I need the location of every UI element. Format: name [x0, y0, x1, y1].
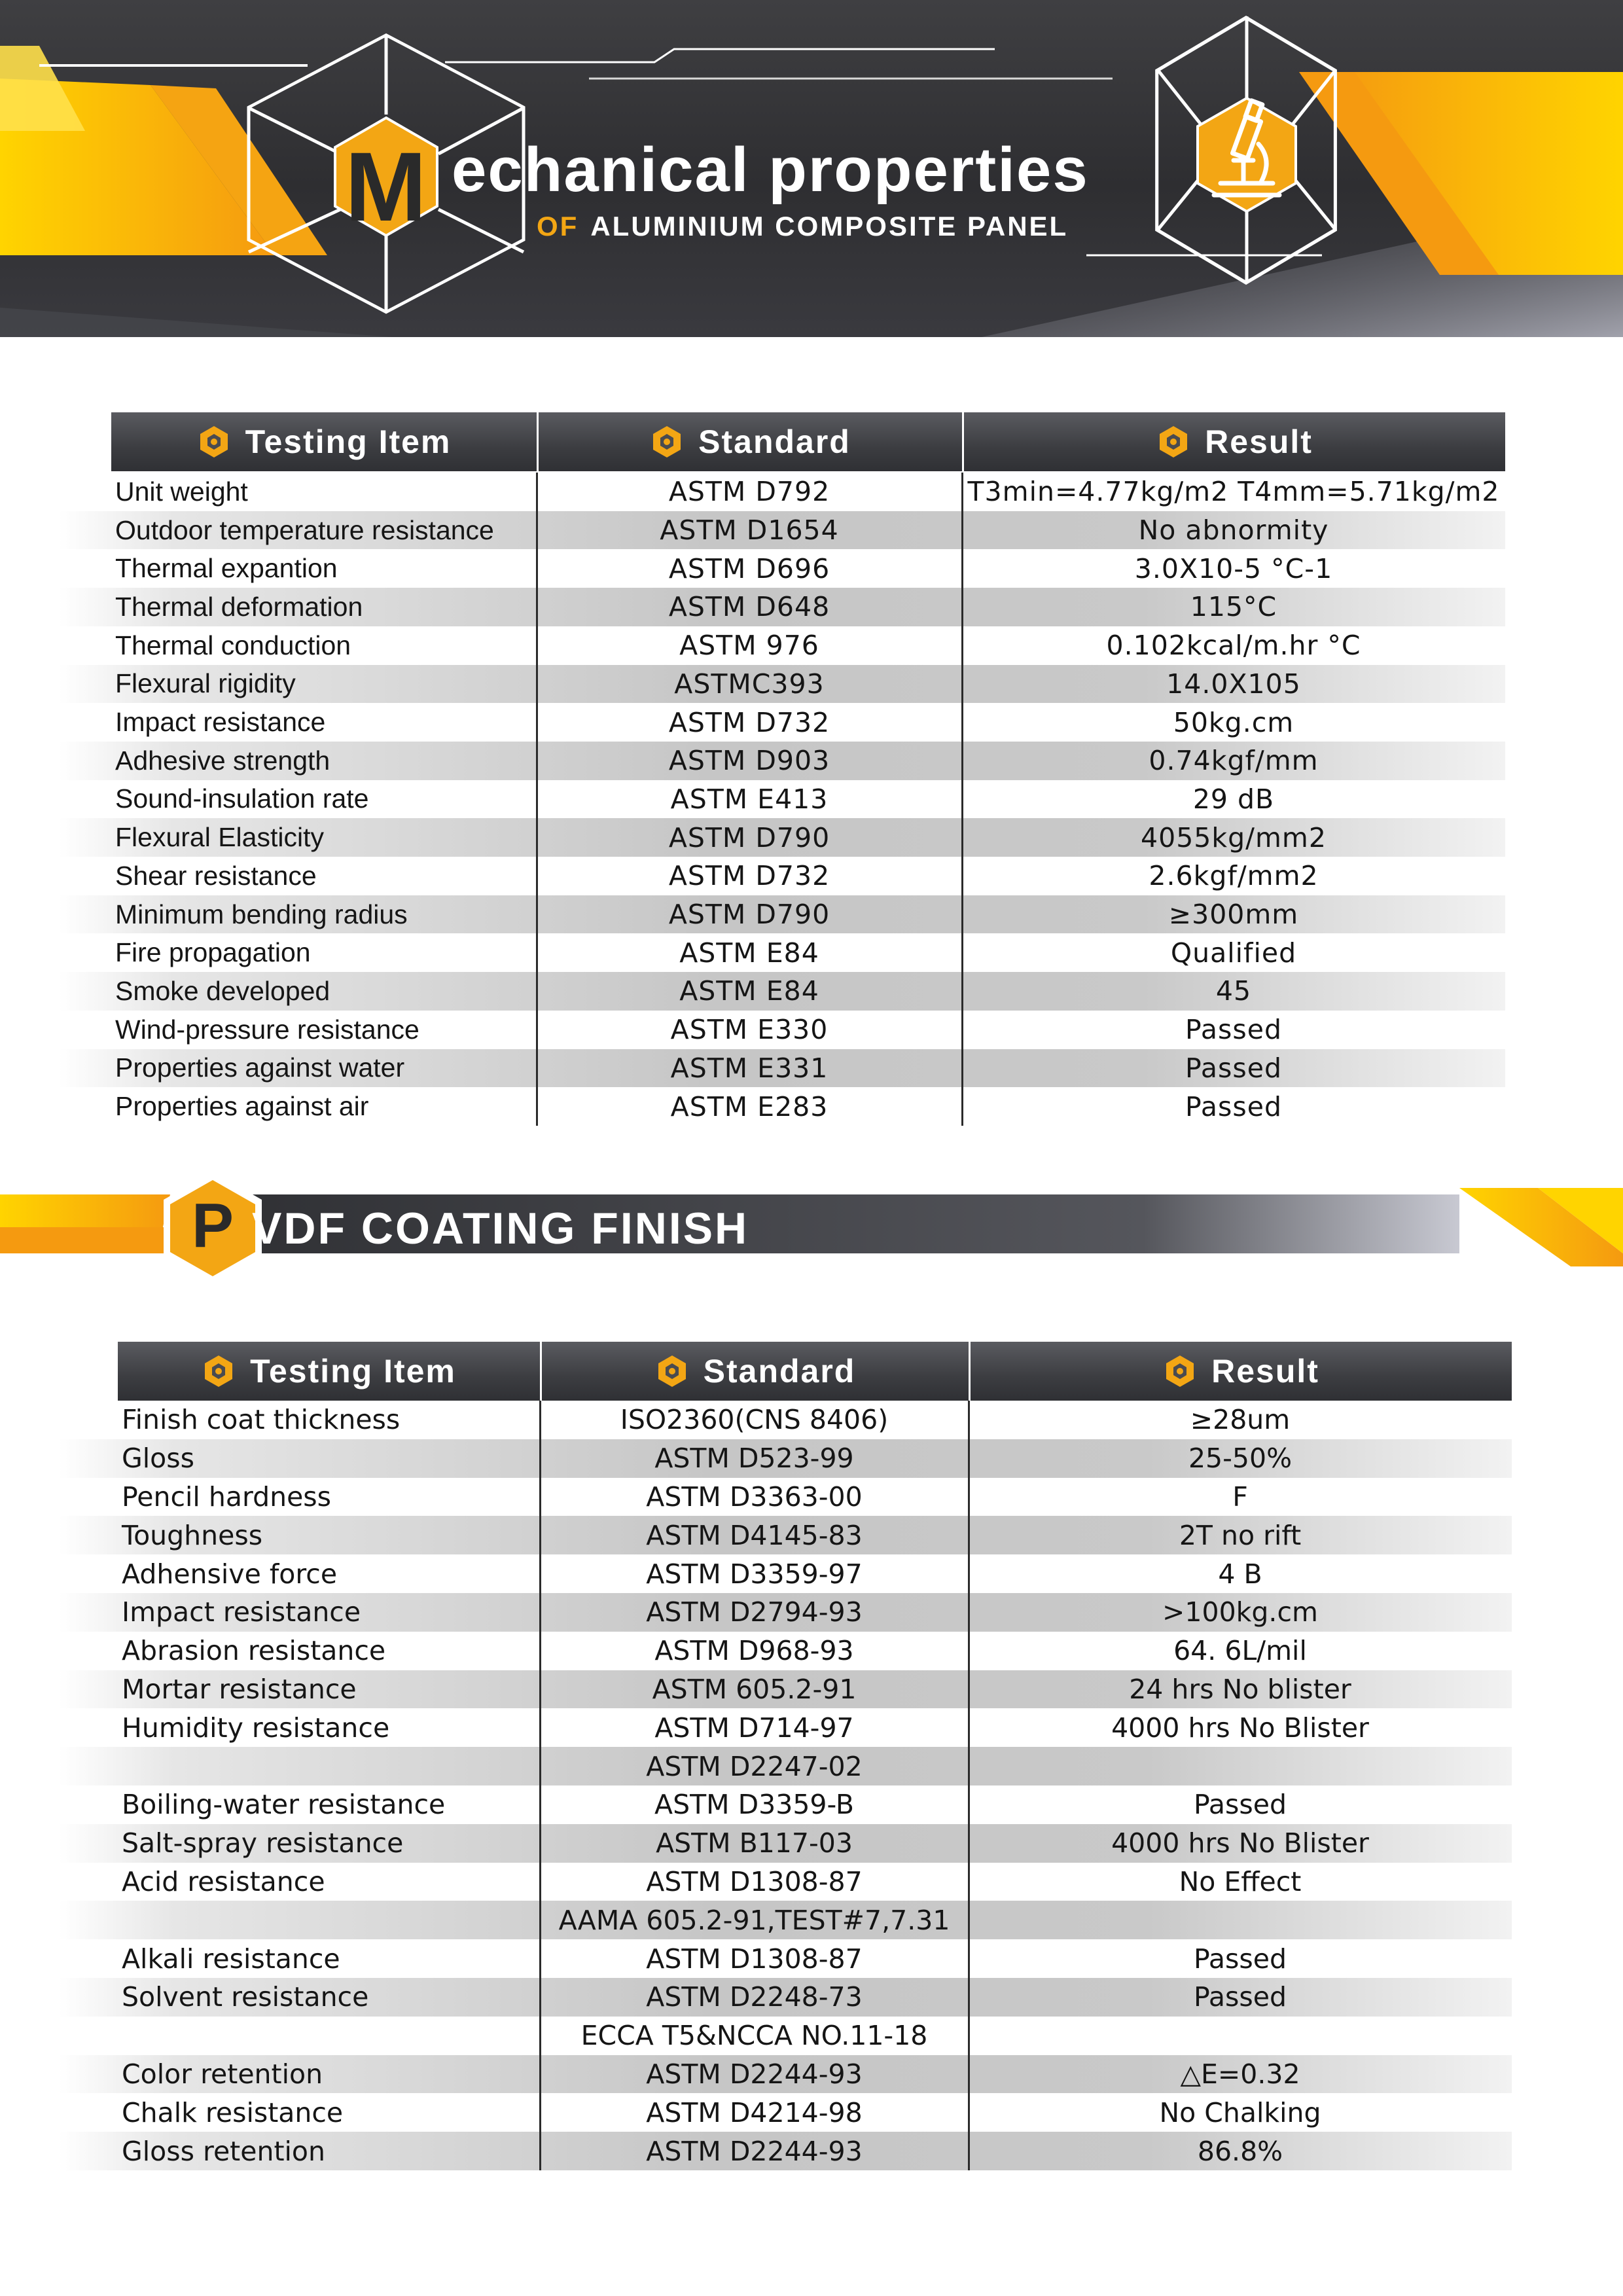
- column-divider: [961, 473, 963, 1126]
- title-initial-letter: M: [345, 132, 427, 242]
- result-cell: ≥300mm: [1168, 899, 1299, 931]
- result-cell: 45: [1215, 975, 1252, 1007]
- testing-item-cell: Impact resistance: [122, 1596, 361, 1628]
- table-row: [59, 1401, 1512, 1439]
- table-row: [59, 511, 1505, 550]
- testing-item-cell: Toughness: [122, 1519, 263, 1551]
- testing-item-cell: Acid resistance: [122, 1865, 325, 1897]
- testing-item-cell: Flexural rigidity: [115, 668, 296, 699]
- table-row: [59, 1632, 1512, 1670]
- testing-item-cell: Alkali resistance: [122, 1943, 340, 1975]
- testing-item-cell: [59, 2017, 540, 2055]
- testing-item-cell: Finish coat thickness: [122, 1404, 401, 1436]
- table-row: [59, 1785, 1512, 1824]
- table-row: [59, 1978, 1512, 2017]
- testing-item-cell: Smoke developed: [115, 975, 330, 1006]
- testing-item-cell: Gloss: [122, 1443, 194, 1475]
- header-item: [111, 412, 537, 471]
- result-cell: ≥28um: [1190, 1404, 1291, 1436]
- table-row: [59, 1478, 1512, 1516]
- table-row: [59, 1747, 1512, 1785]
- page-subtitle: [537, 211, 1068, 242]
- standard-cell: ASTM D1654: [660, 514, 839, 547]
- table-row: [59, 972, 1505, 1011]
- standard-cell: ASTM D903: [668, 745, 830, 777]
- table-row: [59, 665, 1505, 704]
- header-label: Result: [1205, 423, 1313, 460]
- result-cell: 2T no rift: [1179, 1519, 1302, 1551]
- hexagon-bullet-icon: [202, 1354, 236, 1388]
- standard-cell: ASTM E84: [679, 975, 819, 1007]
- header-banner: [0, 0, 1623, 337]
- testing-item-cell: Pencil hardness: [122, 1480, 332, 1513]
- testing-item-cell: Gloss retention: [122, 2135, 326, 2167]
- hexagon-bullet-icon: [1156, 425, 1190, 459]
- testing-item-cell: Shear resistance: [115, 860, 317, 891]
- standard-cell: ASTM D3359-97: [646, 1558, 863, 1590]
- header-standard: [537, 412, 962, 471]
- hexagon-bullet-icon: [650, 425, 684, 459]
- hexagon-bullet-icon: [197, 425, 231, 459]
- header-label: Testing Item: [245, 423, 452, 460]
- standard-cell: ASTM D732: [668, 706, 830, 738]
- table-row: [59, 1824, 1512, 1863]
- result-cell: 29 dB: [1192, 783, 1275, 815]
- standard-cell: ASTM D790: [668, 899, 830, 931]
- table-row: [59, 1863, 1512, 1901]
- result-cell: No abnormity: [1138, 514, 1329, 547]
- testing-item-cell: Impact resistance: [115, 707, 326, 738]
- testing-item-cell: Unit weight: [115, 476, 248, 507]
- standard-cell: ISO2360(CNS 8406): [620, 1404, 889, 1436]
- result-cell: △E=0.32: [1180, 2058, 1300, 2090]
- standard-cell: ASTM E331: [670, 1052, 829, 1084]
- table-row: [59, 1439, 1512, 1478]
- standard-cell: ASTM D696: [668, 552, 830, 584]
- testing-item-cell: Chalk resistance: [122, 2096, 344, 2128]
- result-cell: 4000 hrs No Blister: [1111, 1827, 1369, 1859]
- table-row: [59, 933, 1505, 972]
- header-label: Standard: [703, 1353, 856, 1390]
- result-cell: 86.8%: [1197, 2135, 1283, 2167]
- result-cell: 0.102kcal/m.hr °C: [1106, 630, 1361, 662]
- standard-cell: ASTM D968-93: [654, 1635, 854, 1667]
- header-result: [969, 1342, 1512, 1401]
- testing-item-cell: Salt-spray resistance: [122, 1827, 404, 1859]
- result-cell: T3min=4.77kg/m2 T4mm=5.71kg/m2: [967, 476, 1500, 508]
- standard-cell: ASTM E413: [670, 783, 829, 815]
- microscope-icon: [1207, 98, 1286, 203]
- standard-cell: ASTM D714-97: [654, 1712, 854, 1744]
- testing-item-cell: Thermal expantion: [115, 553, 338, 584]
- table-row: [59, 549, 1505, 588]
- standard-cell: ASTM D4214-98: [646, 2096, 863, 2128]
- standard-cell: ASTM D4145-83: [646, 1519, 863, 1551]
- result-cell: >100kg.cm: [1162, 1596, 1318, 1628]
- table-row: [59, 1939, 1512, 1978]
- table-row: [59, 742, 1505, 780]
- header-item: [118, 1342, 540, 1401]
- column-divider: [968, 1401, 970, 2170]
- standard-cell: ASTM D790: [668, 821, 830, 853]
- result-cell: 3.0X10-5 °C-1: [1134, 552, 1333, 584]
- mechanical-properties-table: [59, 412, 1505, 1132]
- standard-cell: ASTM D792: [668, 476, 830, 508]
- testing-item-cell: Sound-insulation rate: [115, 783, 369, 814]
- result-cell: F: [1232, 1480, 1248, 1513]
- result-cell: 64. 6L/mil: [1173, 1635, 1307, 1667]
- testing-item-cell: Minimum bending radius: [115, 899, 408, 929]
- testing-item-cell: Color retention: [122, 2058, 323, 2090]
- result-cell: [969, 2017, 1512, 2055]
- standard-cell: ASTM D3363-00: [646, 1480, 863, 1513]
- result-cell: [969, 1747, 1512, 1785]
- table-row: [59, 1049, 1505, 1088]
- testing-item-cell: Abrasion resistance: [122, 1635, 386, 1667]
- standard-cell: ASTM D3359-B: [654, 1789, 854, 1821]
- standard-cell: ASTM E283: [670, 1090, 829, 1122]
- standard-cell: ASTM D2248-73: [646, 1981, 863, 2013]
- table-row: [59, 1554, 1512, 1593]
- table-row: [59, 1011, 1505, 1049]
- table-row: [59, 473, 1505, 511]
- testing-item-cell: Solvent resistance: [122, 1981, 369, 2013]
- section-title: VDF COATING FINISH: [252, 1204, 749, 1253]
- header-result: [962, 412, 1505, 471]
- table-header: [118, 1342, 1512, 1401]
- standard-cell: ASTM D648: [668, 591, 830, 623]
- table-row: [59, 1516, 1512, 1554]
- table-row: [59, 2093, 1512, 2132]
- testing-item-cell: [59, 1901, 540, 1939]
- table-row: [59, 2055, 1512, 2094]
- table-row: [59, 1593, 1512, 1632]
- table-row: [59, 588, 1505, 626]
- standard-cell: ASTM 976: [679, 630, 819, 662]
- testing-item-cell: Adhensive force: [122, 1558, 338, 1590]
- table-row: [59, 1901, 1512, 1939]
- testing-item-cell: Properties against air: [115, 1091, 369, 1122]
- pvdf-coating-table: [59, 1342, 1512, 2186]
- testing-item-cell: Wind-pressure resistance: [115, 1014, 419, 1045]
- standard-cell: ASTM D2244-93: [646, 2058, 863, 2090]
- result-cell: No Effect: [1179, 1865, 1302, 1897]
- table-row: [59, 2132, 1512, 2170]
- testing-item-cell: Thermal conduction: [115, 630, 351, 660]
- testing-item-cell: Boiling-water resistance: [122, 1789, 446, 1821]
- result-cell: Passed: [1185, 1014, 1282, 1046]
- column-divider: [539, 1401, 541, 2170]
- hexagon-bullet-icon: [1163, 1354, 1197, 1388]
- subtitle-text: ALUMINIUM COMPOSITE PANEL: [590, 211, 1069, 242]
- testing-item-cell: [59, 1747, 540, 1785]
- header-standard: [540, 1342, 969, 1401]
- standard-cell: ASTM D1308-87: [646, 1865, 863, 1897]
- testing-item-cell: Properties against water: [115, 1052, 405, 1083]
- result-cell: 50kg.cm: [1173, 706, 1294, 738]
- result-cell: [969, 1901, 1512, 1939]
- standard-cell: ASTM D1308-87: [646, 1943, 863, 1975]
- result-cell: No Chalking: [1159, 2096, 1321, 2128]
- standard-cell: ASTM D2794-93: [646, 1596, 863, 1628]
- pvdf-initial-letter: P: [191, 1191, 234, 1261]
- result-cell: Passed: [1185, 1052, 1282, 1084]
- result-cell: Passed: [1194, 1789, 1287, 1821]
- table-row: [59, 857, 1505, 895]
- standard-cell: ASTM D2244-93: [646, 2135, 863, 2167]
- result-cell: Passed: [1185, 1090, 1282, 1122]
- subtitle-of: OF: [537, 211, 579, 242]
- testing-item-cell: Flexural Elasticity: [115, 822, 324, 853]
- table-row: [59, 1670, 1512, 1709]
- result-cell: 2.6kgf/mm2: [1149, 860, 1319, 892]
- standard-cell: ASTM 605.2-91: [652, 1673, 857, 1705]
- result-cell: 25-50%: [1188, 1443, 1293, 1475]
- result-cell: 4000 hrs No Blister: [1111, 1712, 1369, 1744]
- table-row: [59, 626, 1505, 665]
- standard-cell: ASTM D2247-02: [646, 1750, 863, 1782]
- standard-cell: ECCA T5&NCCA NO.11-18: [580, 2020, 928, 2052]
- standard-cell: ASTM E330: [670, 1014, 829, 1046]
- testing-item-cell: Humidity resistance: [122, 1712, 390, 1744]
- standard-cell: AAMA 605.2-91,TEST#7,7.31: [558, 1904, 950, 1936]
- table-row: [59, 1708, 1512, 1747]
- result-cell: Passed: [1194, 1943, 1287, 1975]
- column-divider: [536, 473, 538, 1126]
- result-cell: Passed: [1194, 1981, 1287, 2013]
- table-row: [59, 818, 1505, 857]
- header-label: Result: [1211, 1353, 1319, 1390]
- result-cell: 4 B: [1218, 1558, 1262, 1590]
- table-row: [59, 2017, 1512, 2055]
- testing-item-cell: Thermal deformation: [115, 591, 363, 622]
- result-cell: Qualified: [1170, 937, 1297, 969]
- table-row: [59, 895, 1505, 934]
- testing-item-cell: Adhesive strength: [115, 745, 330, 776]
- testing-item-cell: Fire propagation: [115, 937, 311, 968]
- hexagon-bullet-icon: [655, 1354, 689, 1388]
- standard-cell: ASTM E84: [679, 937, 819, 969]
- testing-item-cell: Outdoor temperature resistance: [115, 514, 494, 545]
- result-cell: 24 hrs No blister: [1129, 1673, 1351, 1705]
- testing-item-cell: Mortar resistance: [122, 1673, 357, 1705]
- result-cell: 14.0X105: [1166, 668, 1301, 700]
- result-cell: 4055kg/mm2: [1141, 821, 1327, 853]
- table-header: [111, 412, 1505, 471]
- result-cell: 0.74kgf/mm: [1149, 745, 1319, 777]
- table-row: [59, 1087, 1505, 1126]
- table-row: [59, 780, 1505, 819]
- standard-cell: ASTMC393: [674, 668, 825, 700]
- header-label: Standard: [698, 423, 851, 460]
- result-cell: 115°C: [1190, 591, 1277, 623]
- page-title: echanical properties: [452, 135, 1089, 205]
- standard-cell: ASTM B117-03: [656, 1827, 853, 1859]
- standard-cell: ASTM D732: [668, 860, 830, 892]
- header-label: Testing Item: [250, 1353, 456, 1390]
- standard-cell: ASTM D523-99: [654, 1443, 854, 1475]
- table-row: [59, 703, 1505, 742]
